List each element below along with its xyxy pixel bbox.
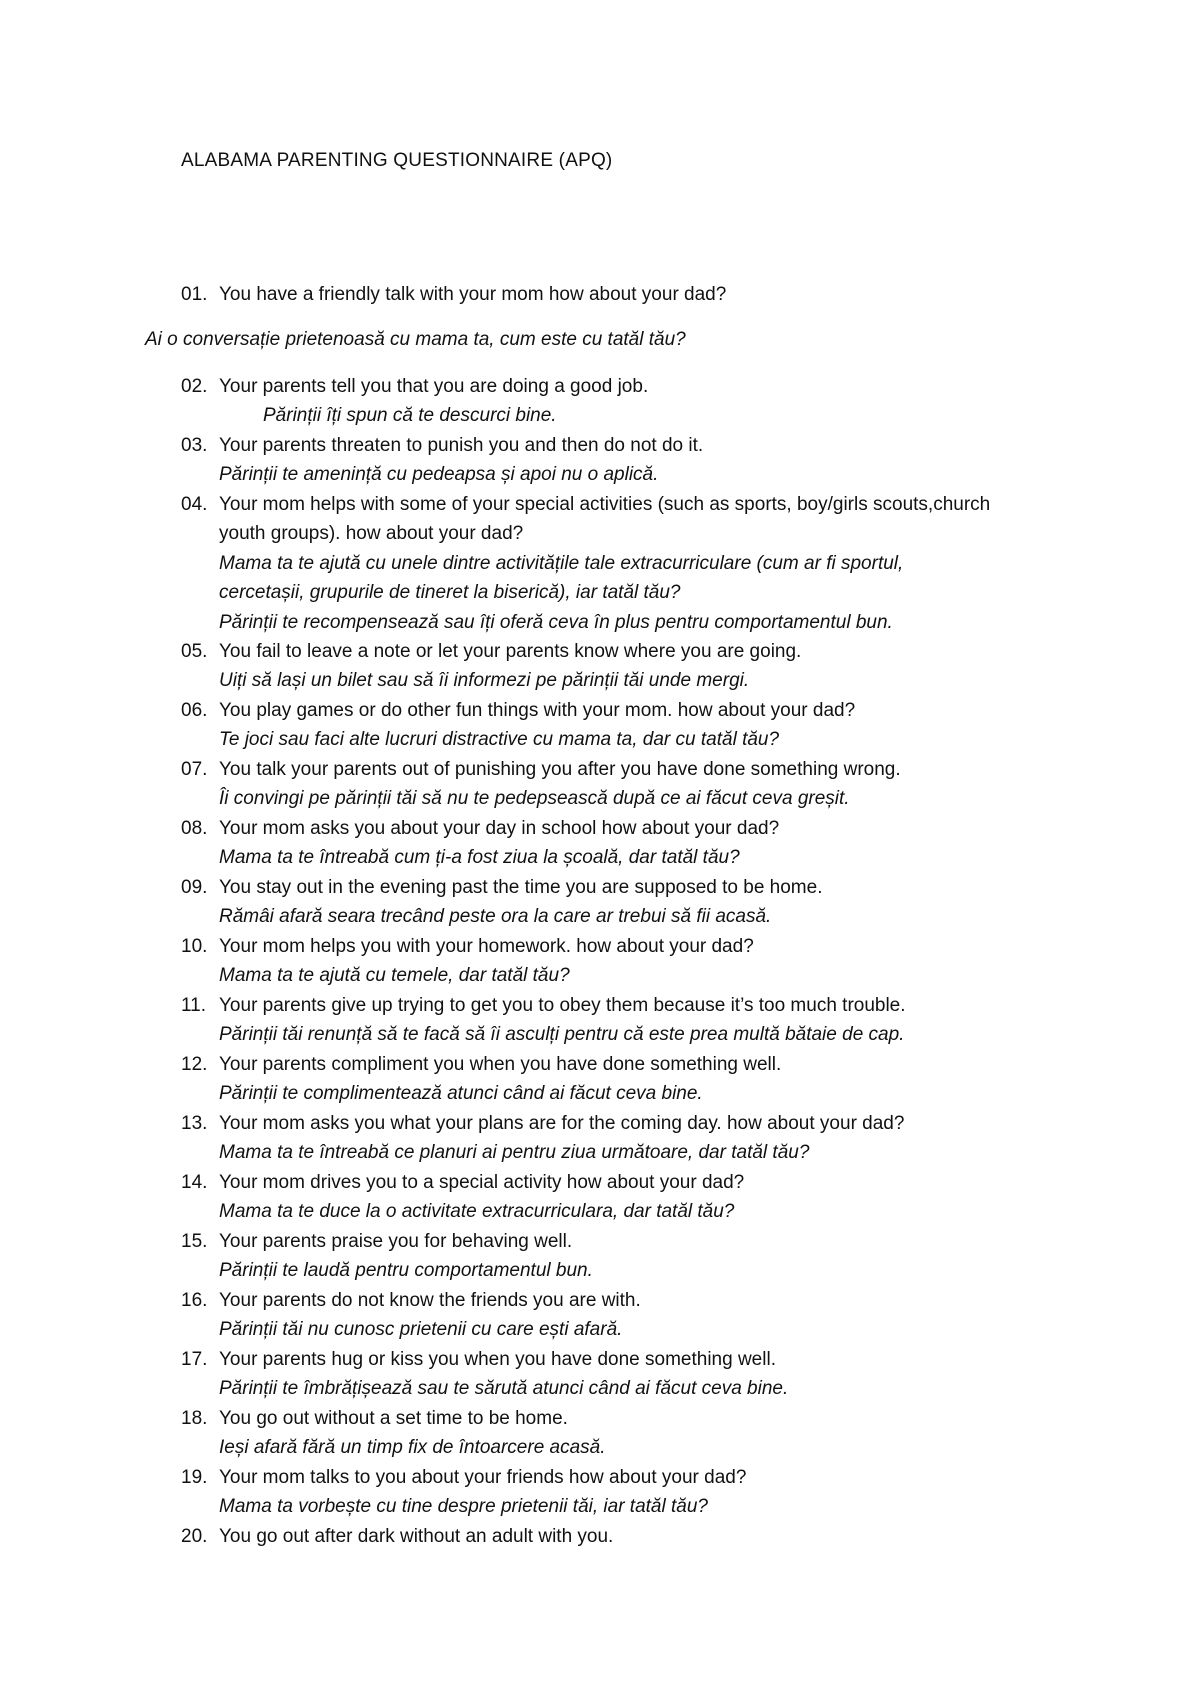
item-number: 15. <box>181 1231 208 1252</box>
item-english: Your parents praise you for behaving well. <box>219 1231 573 1252</box>
item-romanian: Rămâi afară seara trecând peste ora la care ar trebui să fii acasă. <box>219 906 772 927</box>
item-romanian-extra: Părinții te recompensează sau îți oferă ceva în plus pentru comportamentul bun. <box>219 612 893 633</box>
item-romanian: Părinții tăi nu cunosc prietenii cu care ești afară. <box>219 1319 623 1340</box>
item-number: 12. <box>181 1054 208 1075</box>
item-number: 05. <box>181 641 208 662</box>
item-number: 04. <box>181 494 208 515</box>
item-number: 13. <box>181 1113 208 1134</box>
item-number: 19. <box>181 1467 208 1488</box>
item-english-continued: youth groups). how about your dad? <box>219 523 524 544</box>
item-romanian: Părinții te amenință cu pedeapsa și apoi nu o aplică. <box>219 464 659 485</box>
item-number: 10. <box>181 936 208 957</box>
item-number: 08. <box>181 818 208 839</box>
item-romanian: Părinții te laudă pentru comportamentul bun. <box>219 1260 593 1281</box>
item-number: 02. <box>181 376 208 397</box>
item-number: 07. <box>181 759 208 780</box>
item-number: 06. <box>181 700 208 721</box>
item-english: Your mom helps you with your homework. how about your dad? <box>219 936 754 957</box>
item-romanian-continued: cercetașii, grupurile de tineret la biserică), iar tatăl tău? <box>219 582 681 603</box>
item-romanian: Părinții îți spun că te descurci bine. <box>263 405 557 426</box>
item-english: You talk your parents out of punishing you after you have done something wrong. <box>219 759 901 780</box>
item-number: 11. <box>181 995 207 1016</box>
item-number: 16. <box>181 1290 208 1311</box>
item-english: Your mom talks to you about your friends how about your dad? <box>219 1467 747 1488</box>
item-english: Your mom drives you to a special activity how about your dad? <box>219 1172 745 1193</box>
item-number: 01. <box>181 284 208 305</box>
item-english: You stay out in the evening past the time you are supposed to be home. <box>219 877 823 898</box>
item-romanian: Ai o conversație prietenoasă cu mama ta, cum este cu tatăl tău? <box>145 329 686 350</box>
item-english: Your mom asks you what your plans are for the coming day. how about your dad? <box>219 1113 905 1134</box>
item-romanian: Ieși afară fără un timp fix de întoarcere acasă. <box>219 1437 606 1458</box>
item-romanian: Mama ta vorbește cu tine despre prietenii tăi, iar tatăl tău? <box>219 1496 708 1517</box>
item-english: Your parents hug or kiss you when you have done something well. <box>219 1349 776 1370</box>
item-romanian: Mama ta te duce la o activitate extracurriculara, dar tatăl tău? <box>219 1201 735 1222</box>
item-number: 14. <box>181 1172 208 1193</box>
item-romanian: Uiți să lași un bilet sau să îi informezi pe părinții tăi unde mergi. <box>219 670 750 691</box>
item-number: 20. <box>181 1526 208 1547</box>
item-number: 09. <box>181 877 208 898</box>
item-romanian: Mama ta te întreabă ce planuri ai pentru ziua următoare, dar tatăl tău? <box>219 1142 810 1163</box>
item-number: 18. <box>181 1408 208 1429</box>
item-romanian: Mama ta te ajută cu temele, dar tatăl tău? <box>219 965 570 986</box>
item-english: Your mom asks you about your day in school how about your dad? <box>219 818 780 839</box>
item-romanian: Mama ta te întreabă cum ți-a fost ziua la școală, dar tatăl tău? <box>219 847 740 868</box>
item-romanian: Părinții tăi renunță să te facă să îi asculți pentru că este prea multă bătaie de cap. <box>219 1024 905 1045</box>
item-number: 17. <box>181 1349 208 1370</box>
item-english: Your parents tell you that you are doing a good job. <box>219 376 649 397</box>
item-english: Your parents threaten to punish you and then do not do it. <box>219 435 704 456</box>
item-english: You go out without a set time to be home. <box>219 1408 568 1429</box>
item-romanian: Părinții te îmbrățișează sau te sărută atunci când ai făcut ceva bine. <box>219 1378 789 1399</box>
item-number: 03. <box>181 435 208 456</box>
item-romanian: Mama ta te ajută cu unele dintre activitățile tale extracurriculare (cum ar fi sportul, <box>219 553 904 574</box>
item-romanian: Îi convingi pe părinții tăi să nu te pedepsească după ce ai făcut ceva greșit. <box>219 788 850 809</box>
item-romanian: Te joci sau faci alte lucruri distractive cu mama ta, dar cu tatăl tău? <box>219 729 780 750</box>
item-english: Your parents compliment you when you have done something well. <box>219 1054 782 1075</box>
item-english: You go out after dark without an adult with you. <box>219 1526 614 1547</box>
page-title: ALABAMA PARENTING QUESTIONNAIRE (APQ) <box>181 150 613 171</box>
item-romanian: Părinții te complimentează atunci când ai făcut ceva bine. <box>219 1083 703 1104</box>
item-english: Your parents give up trying to get you to obey them because it’s too much trouble. <box>219 995 906 1016</box>
item-english: Your mom helps with some of your special activities (such as sports, boy/girls scouts,church <box>219 494 991 515</box>
item-english: You have a friendly talk with your mom how about your dad? <box>219 284 727 305</box>
item-english: Your parents do not know the friends you are with. <box>219 1290 641 1311</box>
item-english: You play games or do other fun things with your mom. how about your dad? <box>219 700 856 721</box>
item-english: You fail to leave a note or let your parents know where you are going. <box>219 641 802 662</box>
